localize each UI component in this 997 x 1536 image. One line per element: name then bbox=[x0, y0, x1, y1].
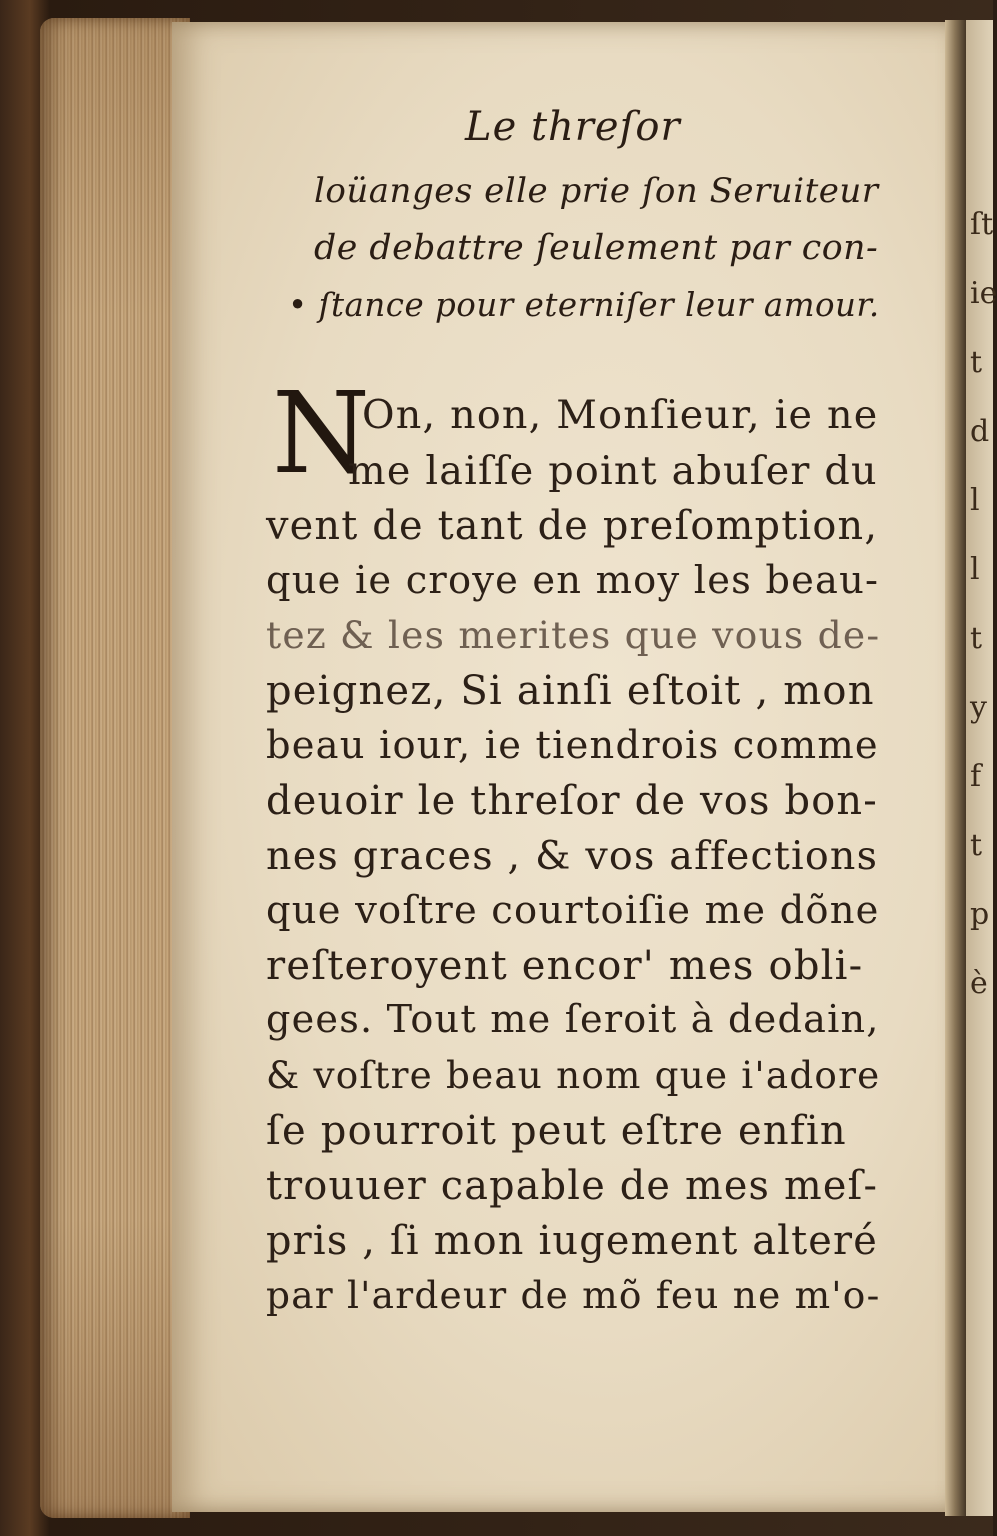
body-text-line: On, non, Monſieur, ie ne bbox=[362, 392, 879, 438]
facing-page-edge bbox=[966, 20, 997, 1516]
facing-letter: l bbox=[970, 552, 980, 587]
facing-letter: p bbox=[970, 897, 990, 932]
body-text-line: me laiſſe point abuſer du bbox=[348, 448, 878, 494]
body-text-line: que voſtre courtoiſie me dõne bbox=[266, 888, 880, 933]
body-text-line: par l'ardeur de mõ feu ne m'o- bbox=[266, 1273, 881, 1317]
book-gutter bbox=[945, 20, 967, 1516]
facing-letter: ſt bbox=[970, 207, 994, 242]
facing-letter: è bbox=[970, 966, 988, 1001]
body-text-line: deuoir le threſor de vos bon- bbox=[266, 778, 878, 824]
body-text-line: trouuer capable de mes meſ- bbox=[266, 1163, 879, 1209]
drop-cap: N bbox=[272, 369, 370, 499]
facing-letter: d bbox=[970, 414, 990, 449]
facing-letter: ie bbox=[970, 276, 997, 311]
body-text-line: beau iour, ie tiendrois comme bbox=[266, 723, 879, 768]
running-head: Le threſor bbox=[465, 104, 681, 150]
facing-letter: y bbox=[970, 690, 987, 725]
facing-letter: t bbox=[970, 621, 983, 656]
body-text-line: gees. Tout me ſeroit à dedain, bbox=[266, 998, 880, 1042]
body-text-line: pris , ſi mon iugement alteré bbox=[266, 1218, 879, 1264]
facing-letter: t bbox=[970, 345, 983, 380]
chapter-heading-line: loüanges elle prie ſon Seruiteur bbox=[314, 171, 879, 211]
facing-letter: f bbox=[970, 759, 982, 794]
body-text-line: reſteroyent encor' mes obli- bbox=[266, 943, 864, 989]
body-text-line: ſe pourroit peut eſtre enfin bbox=[266, 1108, 847, 1154]
chapter-heading-line: de debattre ſeulement par con- bbox=[314, 228, 879, 268]
facing-page-text bbox=[970, 190, 997, 1018]
facing-letter: t bbox=[970, 828, 983, 863]
chapter-heading-line: • ſtance pour eterniſer leur amour. bbox=[288, 286, 880, 324]
body-text-line: vent de tant de preſomption, bbox=[266, 503, 879, 549]
page-block-edge bbox=[40, 18, 190, 1518]
body-text-line: peignez, Si ainſi eſtoit , mon bbox=[266, 668, 875, 714]
body-text-line: & voſtre beau nom que i'adore bbox=[266, 1053, 881, 1097]
facing-letter: l bbox=[970, 483, 980, 518]
body-text-line: tez & les merites que vous de- bbox=[266, 613, 881, 657]
body-text-line: que ie croye en moy les beau- bbox=[266, 558, 880, 603]
body-text-line: nes graces , & vos affections bbox=[266, 833, 879, 879]
